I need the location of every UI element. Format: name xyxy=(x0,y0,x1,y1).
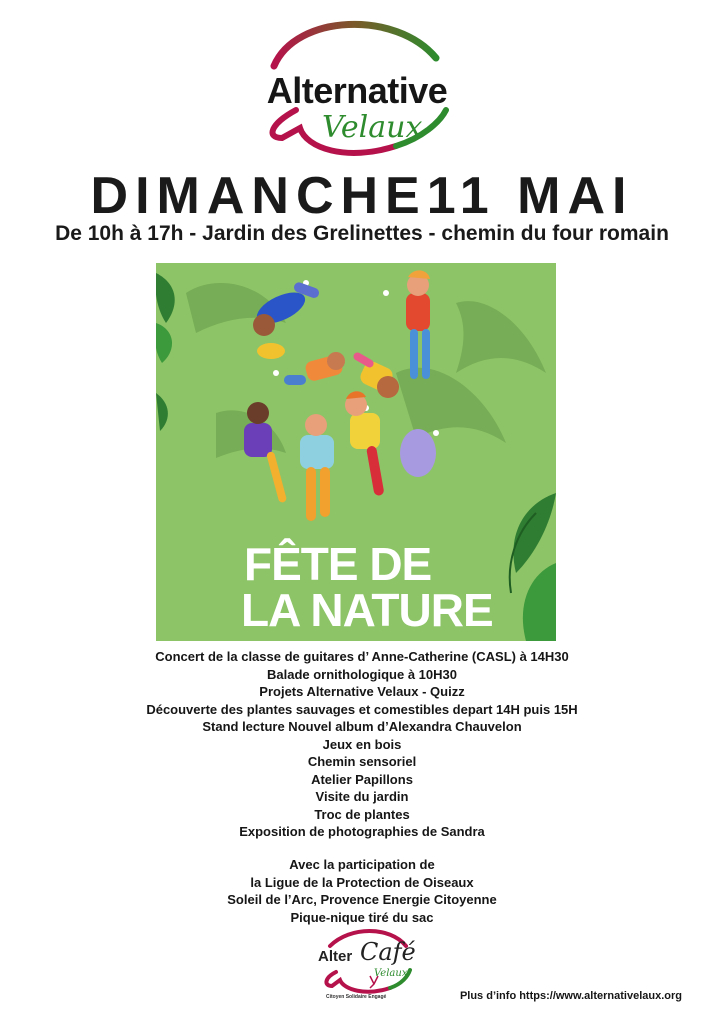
activities-list xyxy=(0,648,724,841)
poster-title xyxy=(241,538,493,636)
partner-line: Soleil de l’Arc, Provence Energie Citoyenne xyxy=(227,892,497,907)
activity-item: Stand lecture Nouvel album d’Alexandra Chauvelon xyxy=(202,719,522,734)
alternative-velaux-logo xyxy=(236,14,476,164)
alter-cafe-logo xyxy=(310,928,420,1016)
activity-item: Découverte des plantes sauvages et comestibles depart 14H puis 15H xyxy=(146,701,578,717)
partner-line: la Ligue de la Protection de Oiseaux xyxy=(250,874,474,890)
fete-nature-poster xyxy=(156,263,556,641)
event-details: De 10h à 17h - Jardin des Grelinettes - chemin du four romain xyxy=(55,222,669,245)
partners-list xyxy=(0,856,724,926)
poster-title-line1: FÊTE DE xyxy=(244,538,432,590)
alter-cafe-cafe: Café xyxy=(360,938,416,966)
alter-cafe-tagline: Citoyen Solidaire Engagé xyxy=(326,994,387,1000)
alter-cafe-alter: Alter xyxy=(318,948,353,965)
activity-item: Jeux en bois xyxy=(322,736,402,752)
logo-word-velaux: Velaux xyxy=(322,110,423,145)
alter-cafe-velaux: Velaux xyxy=(374,968,408,979)
activity-item: Concert de la classe de guitares d’ Anne-Catherine (CASL) à 14H30 xyxy=(155,649,569,664)
activity-item: Troc de plantes xyxy=(314,806,410,822)
activity-item: Balade ornithologique à 10H30 xyxy=(267,666,457,682)
activity-item: Exposition de photographies de Sandra xyxy=(239,824,485,839)
activity-item: Atelier Papillons xyxy=(311,771,413,787)
partner-line: Pique-nique tiré du sac xyxy=(290,909,434,925)
logo-word-alternative: Alternative xyxy=(266,70,448,111)
event-date-headline: DIMANCHE11 MAI xyxy=(90,167,634,225)
activity-item: Projets Alternative Velaux - Quizz xyxy=(259,684,465,699)
poster-title-line2: LA NATURE xyxy=(241,584,493,636)
activity-item: Visite du jardin xyxy=(315,789,409,804)
activity-item: Chemin sensoriel xyxy=(307,754,417,769)
more-info-link[interactable]: Plus d’info https://www.alternativelaux.org xyxy=(459,990,682,1002)
partner-line: Avec la participation de xyxy=(289,857,435,872)
